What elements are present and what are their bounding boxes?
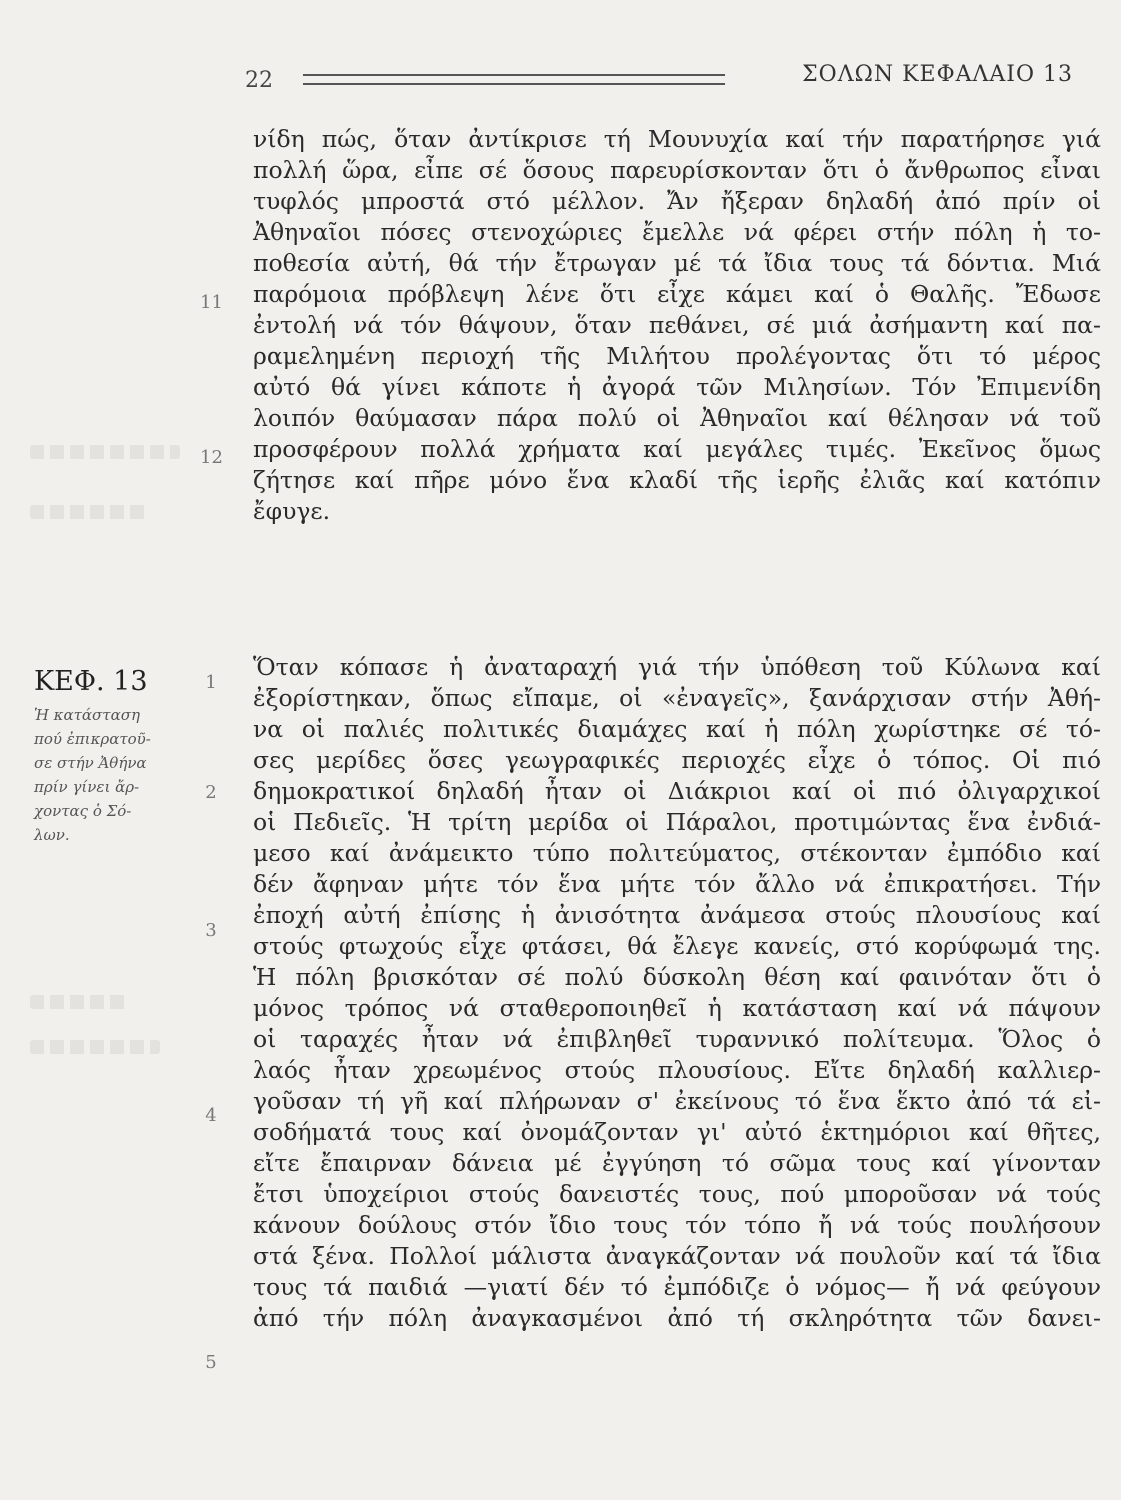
text-line: λοιπόν θαύμασαν πάρα πολύ οἱ Ἀθηναῖοι καί θέλησαν νά τοῦ <box>253 404 1101 432</box>
text-line: ἐποχή αὐτή ἐπίσης ἡ ἀνισότητα ἀνάμεσα στούς πλουσίους καί <box>253 901 1101 929</box>
text-line: τους τά παιδιά —γιατί δέν τό ἐμπόδιζε ὁ νόμος— ἤ νά φεύγουν <box>253 1273 1101 1301</box>
text-line: σες μερίδες ὅσες γεωγραφικές περιοχές εἶχε ὁ τόπος. Οἱ πιό <box>253 746 1101 774</box>
chapter-sidebar <box>34 666 204 847</box>
text-line: στούς φτωχούς εἶχε φτάσει, θά ἔλεγε κανείς, στό κορύφωμά της. <box>253 932 1101 960</box>
text-line: να οἱ παλιές πολιτικές διαμάχες καί ἡ πόλη χωρίστηκε σέ τό- <box>253 715 1101 743</box>
text-line: Ἀθηναῖοι πόσες στενοχώριες ἔμελλε νά φέρει στήν πόλη ἡ το- <box>253 218 1101 246</box>
summary-line: χοντας ὁ Σό- <box>34 802 132 820</box>
text-line: μεσο καί ἀνάμεικτο τύπο πολιτεύματος, στέκονταν ἐμπόδιο καί <box>253 839 1101 867</box>
show-through-mark <box>30 445 180 459</box>
show-through-mark <box>30 505 150 519</box>
text-line: αὐτό θά γίνει κάποτε ἡ ἀγορά τῶν Μιλησίων. Τόν Ἐπιμενίδη <box>253 373 1101 401</box>
summary-line: σε στήν Ἀθήνα <box>34 754 147 772</box>
page-number: 22 <box>245 68 273 93</box>
show-through-mark <box>30 1040 160 1054</box>
text-line: δέν ἄφηναν μήτε τόν ἕνα μήτε τόν ἄλλο νά ἐπικρατήσει. Τήν <box>253 870 1101 898</box>
running-head: ΣΟΛΩΝ ΚΕΦΑΛΑΙΟ 13 <box>802 62 1073 87</box>
text-line: ἔτσι ὑποχείριοι στούς δανειστές τους, πού μποροῦσαν νά τούς <box>253 1180 1101 1208</box>
text-line: οἱ ταραχές ἦταν νά ἐπιβληθεῖ τυραννικό πολίτευμα. Ὅλος ὁ <box>253 1025 1101 1053</box>
text-line: εἴτε ἔπαιρναν δάνεια μέ ἐγγύηση τό σῶμα τους καί γίνονταν <box>253 1149 1101 1177</box>
text-line: ἐντολή νά τόν θάψουν, ὅταν πεθάνει, σέ μιά ἀσήμαντη καί πα- <box>253 311 1101 339</box>
text-line: τυφλός μπροστά στό μέλλον. Ἄν ἤξεραν δηλαδή ἀπό πρίν οἱ <box>253 187 1101 215</box>
summary-line: λων. <box>34 826 70 844</box>
text-line: πολλή ὥρα, εἶπε σέ ὅσους παρευρίσκονταν ὅτι ὁ ἄνθρωπος εἶναι <box>253 156 1101 184</box>
summary-line: πού ἐπικρατοῦ- <box>34 730 151 748</box>
margin-line-number: 12 <box>200 447 223 468</box>
text-line: μόνος τρόπος νά σταθεροποιηθεῖ ἡ κατάσταση καί νά πάψουν <box>253 994 1101 1022</box>
text-line: ραμελημένη περιοχή τῆς Μιλήτου προλέγοντας ὅτι τό μέρος <box>253 342 1101 370</box>
text-line: γοῦσαν τή γῆ καί πλήρωναν σ' ἐκείνους τό ἕνα ἕκτο ἀπό τά εἰ- <box>253 1087 1101 1115</box>
summary-line: Ἡ κατάσταση <box>34 706 140 724</box>
text-line: κάνουν δούλους στόν ἴδιο τους τόν τόπο ἤ νά τούς πουλήσουν <box>253 1211 1101 1239</box>
text-line: ἐξορίστηκαν, ὅπως εἴπαμε, οἱ «ἐναγεῖς», ξανάρχισαν στήν Ἀθή- <box>253 684 1101 712</box>
margin-line-number: 4 <box>205 1105 217 1126</box>
margin-line-number: 5 <box>205 1352 217 1373</box>
text-line: Ὅταν κόπασε ἡ ἀναταραχή γιά τήν ὑπόθεση τοῦ Κύλωνα καί <box>253 653 1101 681</box>
text-line: νίδη πώς, ὅταν ἀντίκρισε τή Μουνυχία καί τήν παρατήρησε γιά <box>253 125 1101 153</box>
text-line: δημοκρατικοί δηλαδή ἦταν οἱ Διάκριοι καί οἱ πιό ὀλιγαρχικοί <box>253 777 1101 805</box>
header-rule <box>303 74 725 85</box>
text-line: Ἡ πόλη βρισκόταν σέ πολύ δύσκολη θέση καί φαινόταν ὅτι ὁ <box>253 963 1101 991</box>
text-line: παρόμοια πρόβλεψη λένε ὅτι εἶχε κάμει καί ὁ Θαλῆς. Ἔδωσε <box>253 280 1101 308</box>
margin-line-number: 2 <box>205 782 217 803</box>
text-line: σοδήματά τους καί ὀνομάζονταν γι' αὐτό ἑκτημόριοι καί θῆτες, <box>253 1118 1101 1146</box>
page-header <box>245 58 1073 98</box>
margin-line-number: 3 <box>205 920 217 941</box>
text-line: στά ξένα. Πολλοί μάλιστα ἀναγκάζονταν νά πουλοῦν καί τά ἴδια <box>253 1242 1101 1270</box>
text-line: λαός ἦταν χρεωμένος στούς πλουσίους. Εἴτε δηλαδή καλλιερ- <box>253 1056 1101 1084</box>
text-line: ζήτησε καί πῆρε μόνο ἕνα κλαδί τῆς ἱερῆς ἐλιᾶς καί κατόπιν <box>253 466 1101 494</box>
summary-line: πρίν γίνει ἄρ- <box>34 778 140 796</box>
margin-line-number: 1 <box>205 672 217 693</box>
paragraph-1 <box>253 124 1101 527</box>
text-line: ποθεσία αὐτή, θά τήν ἔτρωγαν μέ τά ἴδια τους τά δόντια. Μιά <box>253 249 1101 277</box>
text-line: ἀπό τήν πόλη ἀναγκασμένοι ἀπό τή σκληρότητα τῶν δανει- <box>253 1304 1101 1332</box>
text-line: προσφέρουν πολλά χρήματα καί μεγάλες τιμές. Ἐκεῖνος ὅμως <box>253 435 1101 463</box>
paragraph-2 <box>253 652 1101 1334</box>
margin-line-number: 11 <box>200 292 223 313</box>
chapter-title: ΚΕΦ. 13 <box>34 666 148 697</box>
text-line: ἔφυγε. <box>253 497 331 525</box>
text-line: οἱ Πεδιεῖς. Ἡ τρίτη μερίδα οἱ Πάραλοι, προτιμώντας ἕνα ἐνδιά- <box>253 808 1101 836</box>
show-through-mark <box>30 995 130 1009</box>
